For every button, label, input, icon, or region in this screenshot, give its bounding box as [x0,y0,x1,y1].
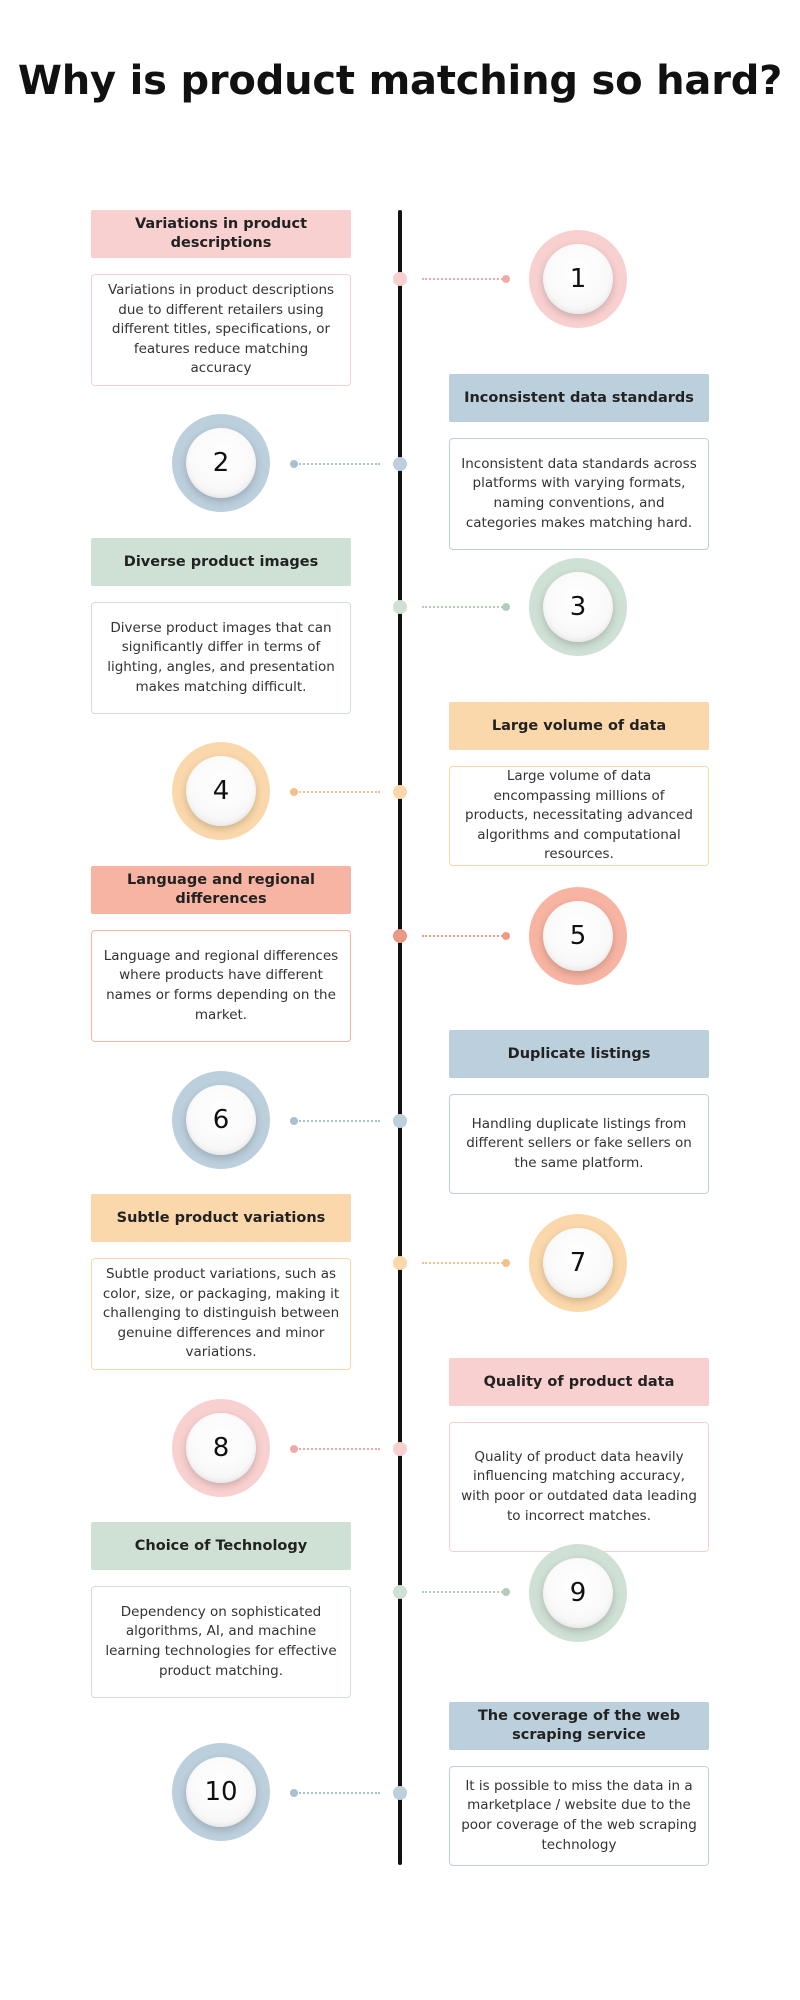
item-description: Language and regional differences where products have different names or forms depending on the market. [91,930,351,1042]
timeline-connector [422,606,506,608]
item-heading: Choice of Technology [91,1522,351,1570]
item-description: It is possible to miss the data in a marketplace / website due to the poor coverage of the web scraping technology [449,1766,709,1866]
step-number: 7 [543,1228,613,1298]
timeline-connector [296,1120,380,1122]
item-description: Dependency on sophisticated algorithms, AI, and machine learning technologies for effective product matching. [91,1586,351,1698]
connector-end-dot [502,1259,510,1267]
step-number-circle [529,230,627,328]
step-number-circle [172,1743,270,1841]
item-description: Large volume of data encompassing millions of products, necessitating advanced algorithms and computational resources. [449,766,709,866]
step-number: 4 [186,756,256,826]
timeline-dot [393,457,407,471]
timeline-dot [393,1585,407,1599]
step-number-circle [172,414,270,512]
step-number: 8 [186,1413,256,1483]
step-number-circle [172,1071,270,1169]
step-number: 1 [543,244,613,314]
connector-end-dot [290,1789,298,1797]
item-heading: Quality of product data [449,1358,709,1406]
timeline-connector [422,1262,506,1264]
connector-end-dot [290,1445,298,1453]
step-number-circle [529,1214,627,1312]
step-number-circle [529,887,627,985]
connector-end-dot [502,603,510,611]
item-heading: Inconsistent data standards [449,374,709,422]
step-number: 6 [186,1085,256,1155]
item-heading: Duplicate listings [449,1030,709,1078]
step-number-circle [529,1544,627,1642]
timeline-dot [393,600,407,614]
timeline-dot [393,1114,407,1128]
step-number: 2 [186,428,256,498]
connector-end-dot [290,1117,298,1125]
step-number-circle [172,1399,270,1497]
item-description: Quality of product data heavily influencing matching accuracy, with poor or outdated data leading to incorrect matches. [449,1422,709,1552]
timeline-connector [422,278,506,280]
timeline-connector [296,1792,380,1794]
connector-end-dot [290,788,298,796]
connector-end-dot [502,275,510,283]
timeline-connector [296,463,380,465]
item-description: Variations in product descriptions due to different retailers using different titles, specifications, or features reduce matching accuracy [91,274,351,386]
timeline-dot [393,785,407,799]
timeline-dot [393,1786,407,1800]
item-description: Inconsistent data standards across platforms with varying formats, naming conventions, and categories makes matching hard. [449,438,709,550]
step-number-circle [172,742,270,840]
timeline-connector [296,791,380,793]
timeline-dot [393,272,407,286]
item-heading: Large volume of data [449,702,709,750]
step-number: 9 [543,1558,613,1628]
timeline-connector [296,1448,380,1450]
item-heading: Diverse product images [91,538,351,586]
timeline-connector [422,935,506,937]
item-description: Subtle product variations, such as color, size, or packaging, making it challenging to distinguish between genuine differences and minor variations. [91,1258,351,1370]
connector-end-dot [290,460,298,468]
connector-end-dot [502,1588,510,1596]
step-number: 5 [543,901,613,971]
page-title: Why is product matching so hard? [17,58,783,104]
item-description: Diverse product images that can significantly differ in terms of lighting, angles, and presentation makes matching difficult. [91,602,351,714]
item-description: Handling duplicate listings from different sellers or fake sellers on the same platform. [449,1094,709,1194]
timeline-dot [393,1256,407,1270]
item-heading: Language and regional differences [91,866,351,914]
timeline-dot [393,929,407,943]
item-heading: The coverage of the web scraping service [449,1702,709,1750]
item-heading: Subtle product variations [91,1194,351,1242]
step-number: 3 [543,572,613,642]
timeline-dot [393,1442,407,1456]
step-number: 10 [186,1757,256,1827]
timeline-connector [422,1591,506,1593]
connector-end-dot [502,932,510,940]
step-number-circle [529,558,627,656]
item-heading: Variations in product descriptions [91,210,351,258]
